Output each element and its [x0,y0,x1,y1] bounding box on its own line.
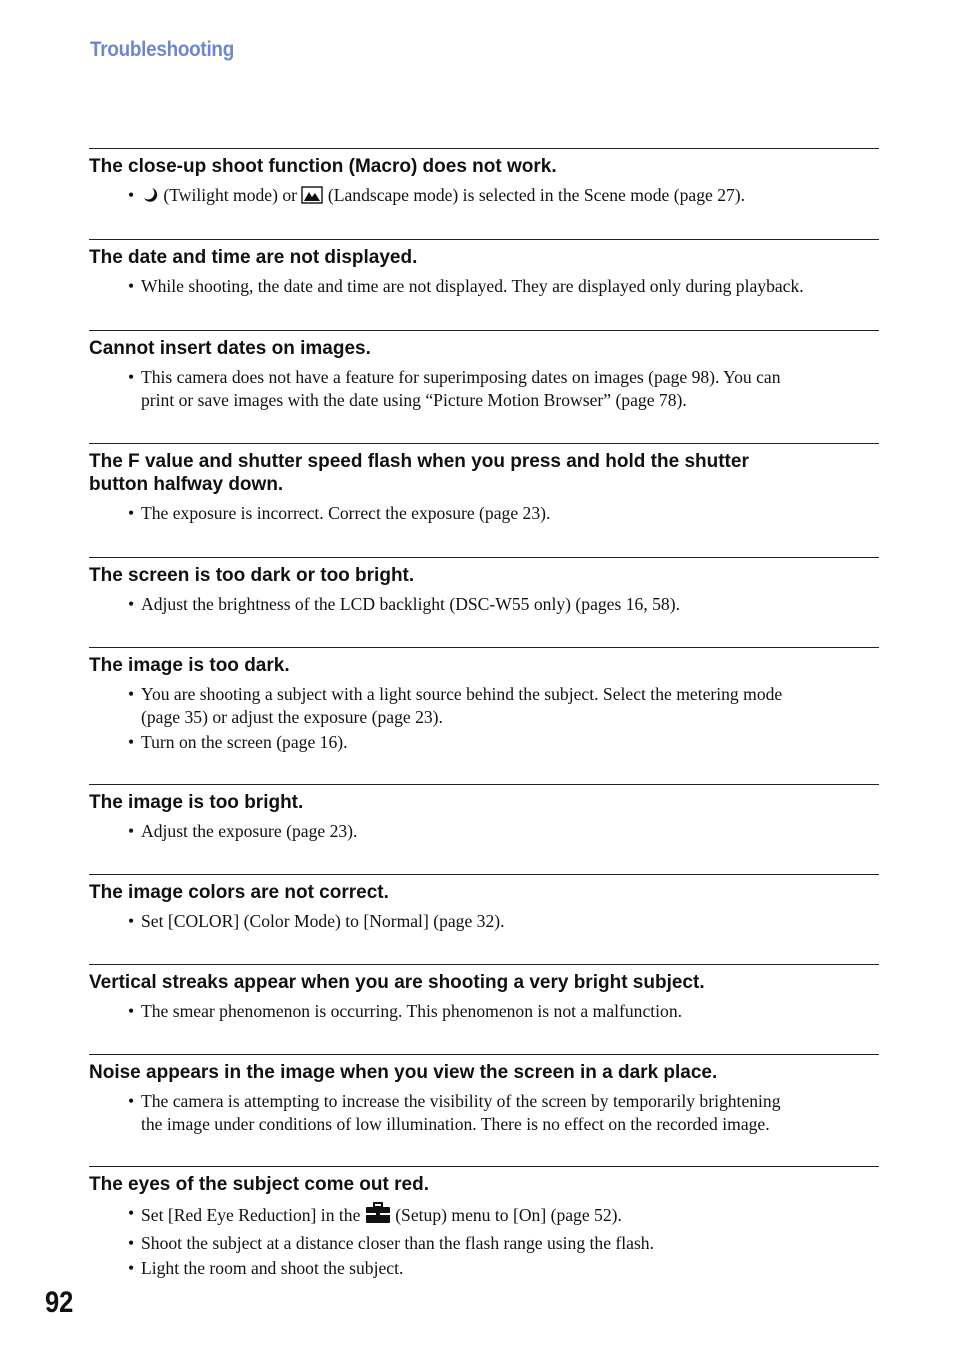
topic-items [89,1000,879,1023]
topic-title: The image is too dark. [89,655,290,676]
topic-title [89,450,879,496]
list-item-text: Light the room and shoot the subject. [141,1258,404,1278]
list-item [89,731,879,754]
list-item [89,820,879,843]
setup-toolbox-icon [365,1202,391,1230]
list-item [89,1232,879,1255]
list-item-line: (page 35) or adjust the exposure (page 23). [141,706,443,727]
topic-macro [89,148,879,239]
list-item-line: This camera does not have a feature for superimposing dates on images (page 98). You can [141,367,781,387]
list-item [89,593,879,616]
page-number: 92 [45,1286,74,1319]
list-item-text: Shoot the subject at a distance closer than the flash range using the flash. [141,1233,655,1253]
list-item-text: The exposure is incorrect. Correct the exposure (page 23). [141,503,551,523]
list-item [89,1202,879,1230]
list-item-text: (Twilight mode) or [163,185,298,205]
list-item-text: Adjust the exposure (page 23). [141,821,358,841]
list-item-text: (Setup) menu to [On] (page 52). [395,1205,622,1225]
topic-screen-brightness [89,557,879,647]
topic-insert-dates [89,330,879,443]
list-item-text: While shooting, the date and time are not displayed. They are displayed only during playback. [141,276,804,296]
section-title: Troubleshooting [90,38,234,61]
list-item-line: print or save images with the date using “Picture Motion Browser” (page 78). [141,389,687,410]
list-item-text: Adjust the brightness of the LCD backlight (DSC-W55 only) (pages 16, 58). [141,594,680,614]
topic-items [89,593,879,616]
list-item-text: Set [COLOR] (Color Mode) to [Normal] (page 32). [141,911,505,931]
list-item-text: The smear phenomenon is occurring. This phenomenon is not a malfunction. [141,1001,683,1021]
list-item [89,275,879,298]
topic-items [89,184,879,210]
list-item-line: You are shooting a subject with a light source behind the subject. Select the metering mode [141,684,783,704]
topic-items [89,1090,879,1135]
topic-items [89,683,879,753]
list-item-text: (Landscape mode) is selected in the Scene mode (page 27). [327,185,746,205]
topic-image-colors [89,874,879,964]
list-item [89,184,879,210]
topic-title: The eyes of the subject come out red. [89,1174,429,1195]
list-item-line: the image under conditions of low illumination. There is no effect on the recorded image. [141,1113,770,1134]
list-item [89,502,879,525]
topic-red-eye [89,1166,879,1293]
topic-title-line: button halfway down. [89,474,284,495]
landscape-mode-icon [301,186,323,210]
topic-f-value-flash [89,443,879,557]
topic-title-line: The F value and shutter speed flash when you press and hold the shutter [89,451,749,472]
list-item [89,910,879,933]
topic-title: Vertical streaks appear when you are shooting a very bright subject. [89,972,705,993]
list-item [89,683,879,728]
list-item-text: Set [Red Eye Reduction] in the [141,1205,361,1225]
topic-items [89,275,879,298]
topic-title: Cannot insert dates on images. [89,338,371,359]
list-item [89,366,879,411]
topic-items [89,910,879,933]
topic-title: The close-up shoot function (Macro) does not work. [89,156,557,177]
list-item-line: The camera is attempting to increase the visibility of the screen by temporarily brightening [141,1091,781,1111]
topic-title: The image colors are not correct. [89,882,389,903]
topic-title: The date and time are not displayed. [89,247,418,268]
topic-title: The screen is too dark or too bright. [89,565,415,586]
troubleshooting-list [89,148,879,1293]
topic-date-time [89,239,879,330]
topic-items [89,502,879,525]
topic-vertical-streaks [89,964,879,1054]
topic-image-too-dark [89,647,879,784]
topic-noise-dark-place [89,1054,879,1166]
topic-title: The image is too bright. [89,792,304,813]
topic-title: Noise appears in the image when you view the screen in a dark place. [89,1062,718,1083]
list-item-text: Turn on the screen (page 16). [141,731,348,752]
topic-items [89,820,879,843]
twilight-mode-icon [141,186,159,210]
list-item [89,1257,879,1280]
topic-items [89,1202,879,1280]
list-item [89,1000,879,1023]
topic-image-too-bright [89,784,879,874]
topic-items [89,366,879,411]
list-item [89,1090,879,1135]
